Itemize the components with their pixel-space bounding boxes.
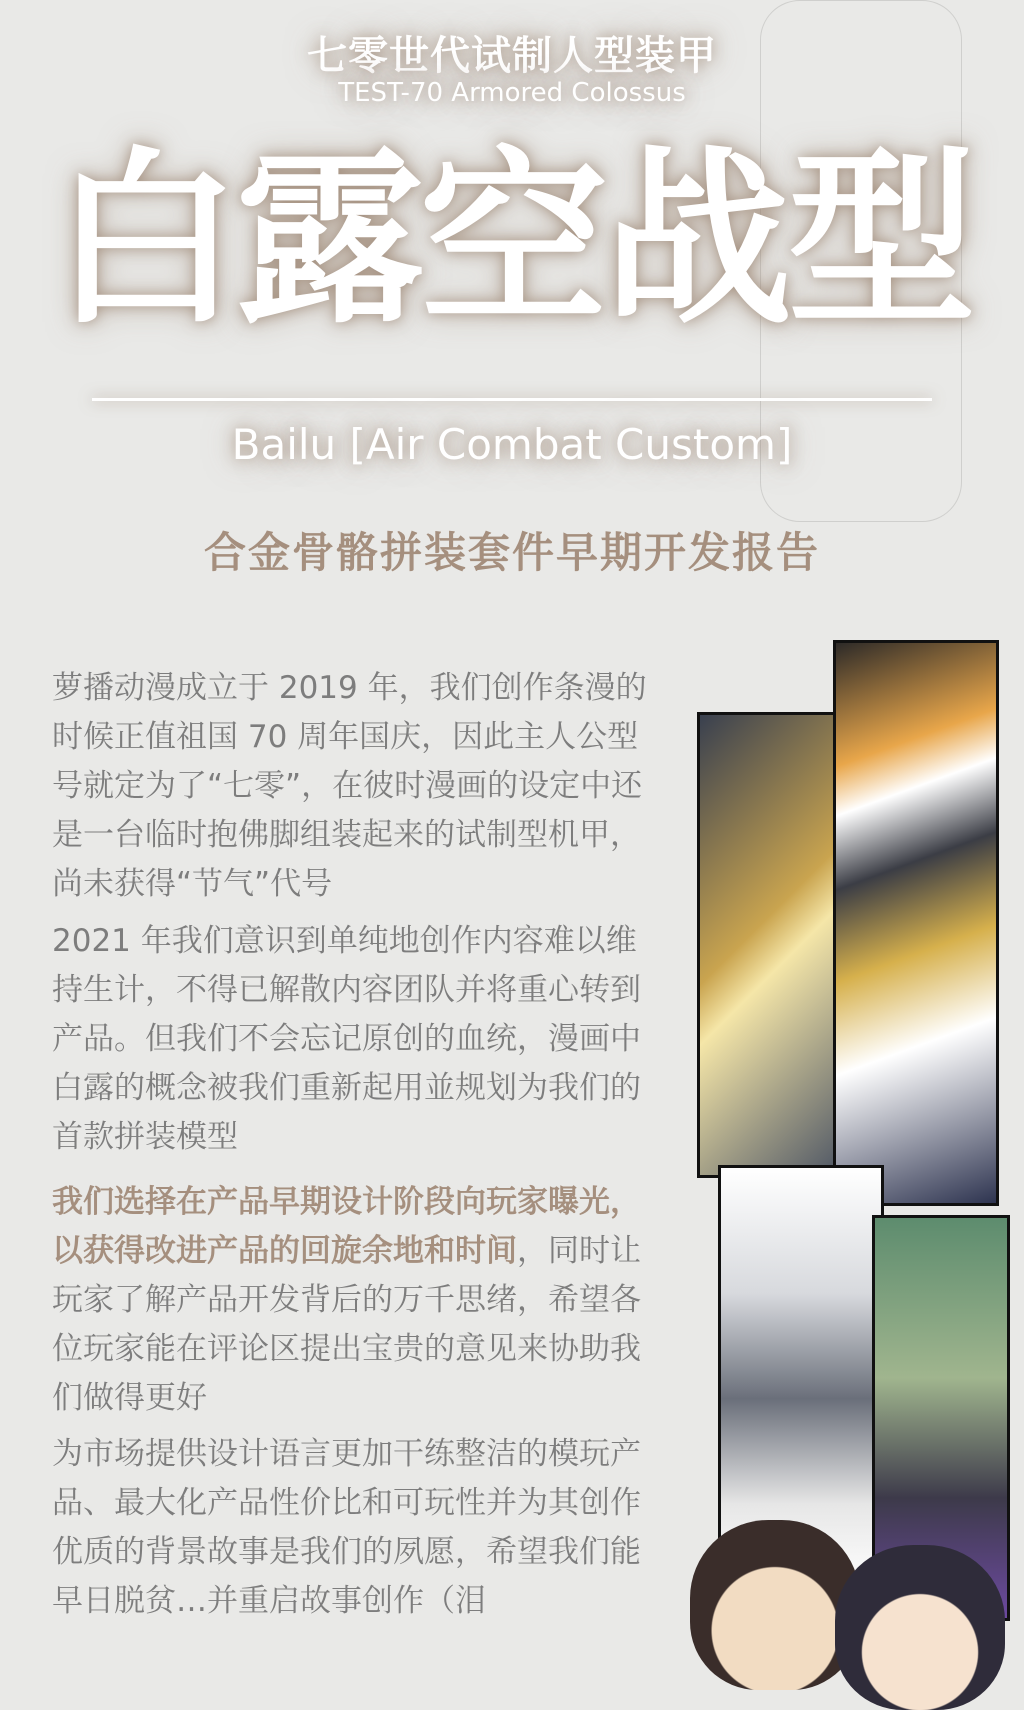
report-subtitle: 合金骨骼拼装套件早期开发报告	[203, 528, 820, 577]
paragraph-pivot: 2021 年我们意识到单纯地创作内容难以维持生计，不得已解散内容团队并将重心转到产品。但我们不会忘记原创的血统，漫画中白露的概念被我们重新起用並规划为我们的首款拼装模型	[52, 923, 641, 1155]
paragraph-early-exposure	[52, 1178, 652, 1423]
series-title-en: TEST-70 Armored Colossus	[338, 78, 686, 108]
character-face-male	[690, 1520, 860, 1690]
paragraph-history: 萝播动漫成立于 2019 年，我们创作条漫的时候正值祖国 70 周年国庆，因此主人公型号就定为了“七零”，在彼时漫画的设定中还是一台临时抱佛脚组装起来的试制型机甲，尚未获得“节气”代号	[52, 670, 647, 902]
main-title-cn: 白露空战型	[52, 129, 972, 350]
character-face-female	[835, 1545, 1005, 1710]
comic-panel	[833, 640, 999, 1206]
highlight-text: 我们选择在产品早期设计阶段向玩家曝光，以获得改进产品的回旋余地和时间	[52, 1184, 641, 1269]
comic-panel	[697, 712, 843, 1178]
paragraph-rest: ，同时让玩家了解产品开发背后的万千思绪，希望各位玩家能在评论区提出宝贵的意见来协助我们做得更好	[52, 1233, 641, 1416]
series-title-cn: 七零世代试制人型装甲	[307, 32, 717, 79]
paragraph-mission: 为市场提供设计语言更加干练整洁的模玩产品、最大化产品性价比和可玩性并为其创作优质的背景故事是我们的夙愿，希望我们能早日脱贫…并重启故事创作（泪	[52, 1436, 641, 1619]
title-divider	[92, 398, 932, 401]
main-title-en: Bailu [Air Combat Custom]	[231, 420, 793, 469]
